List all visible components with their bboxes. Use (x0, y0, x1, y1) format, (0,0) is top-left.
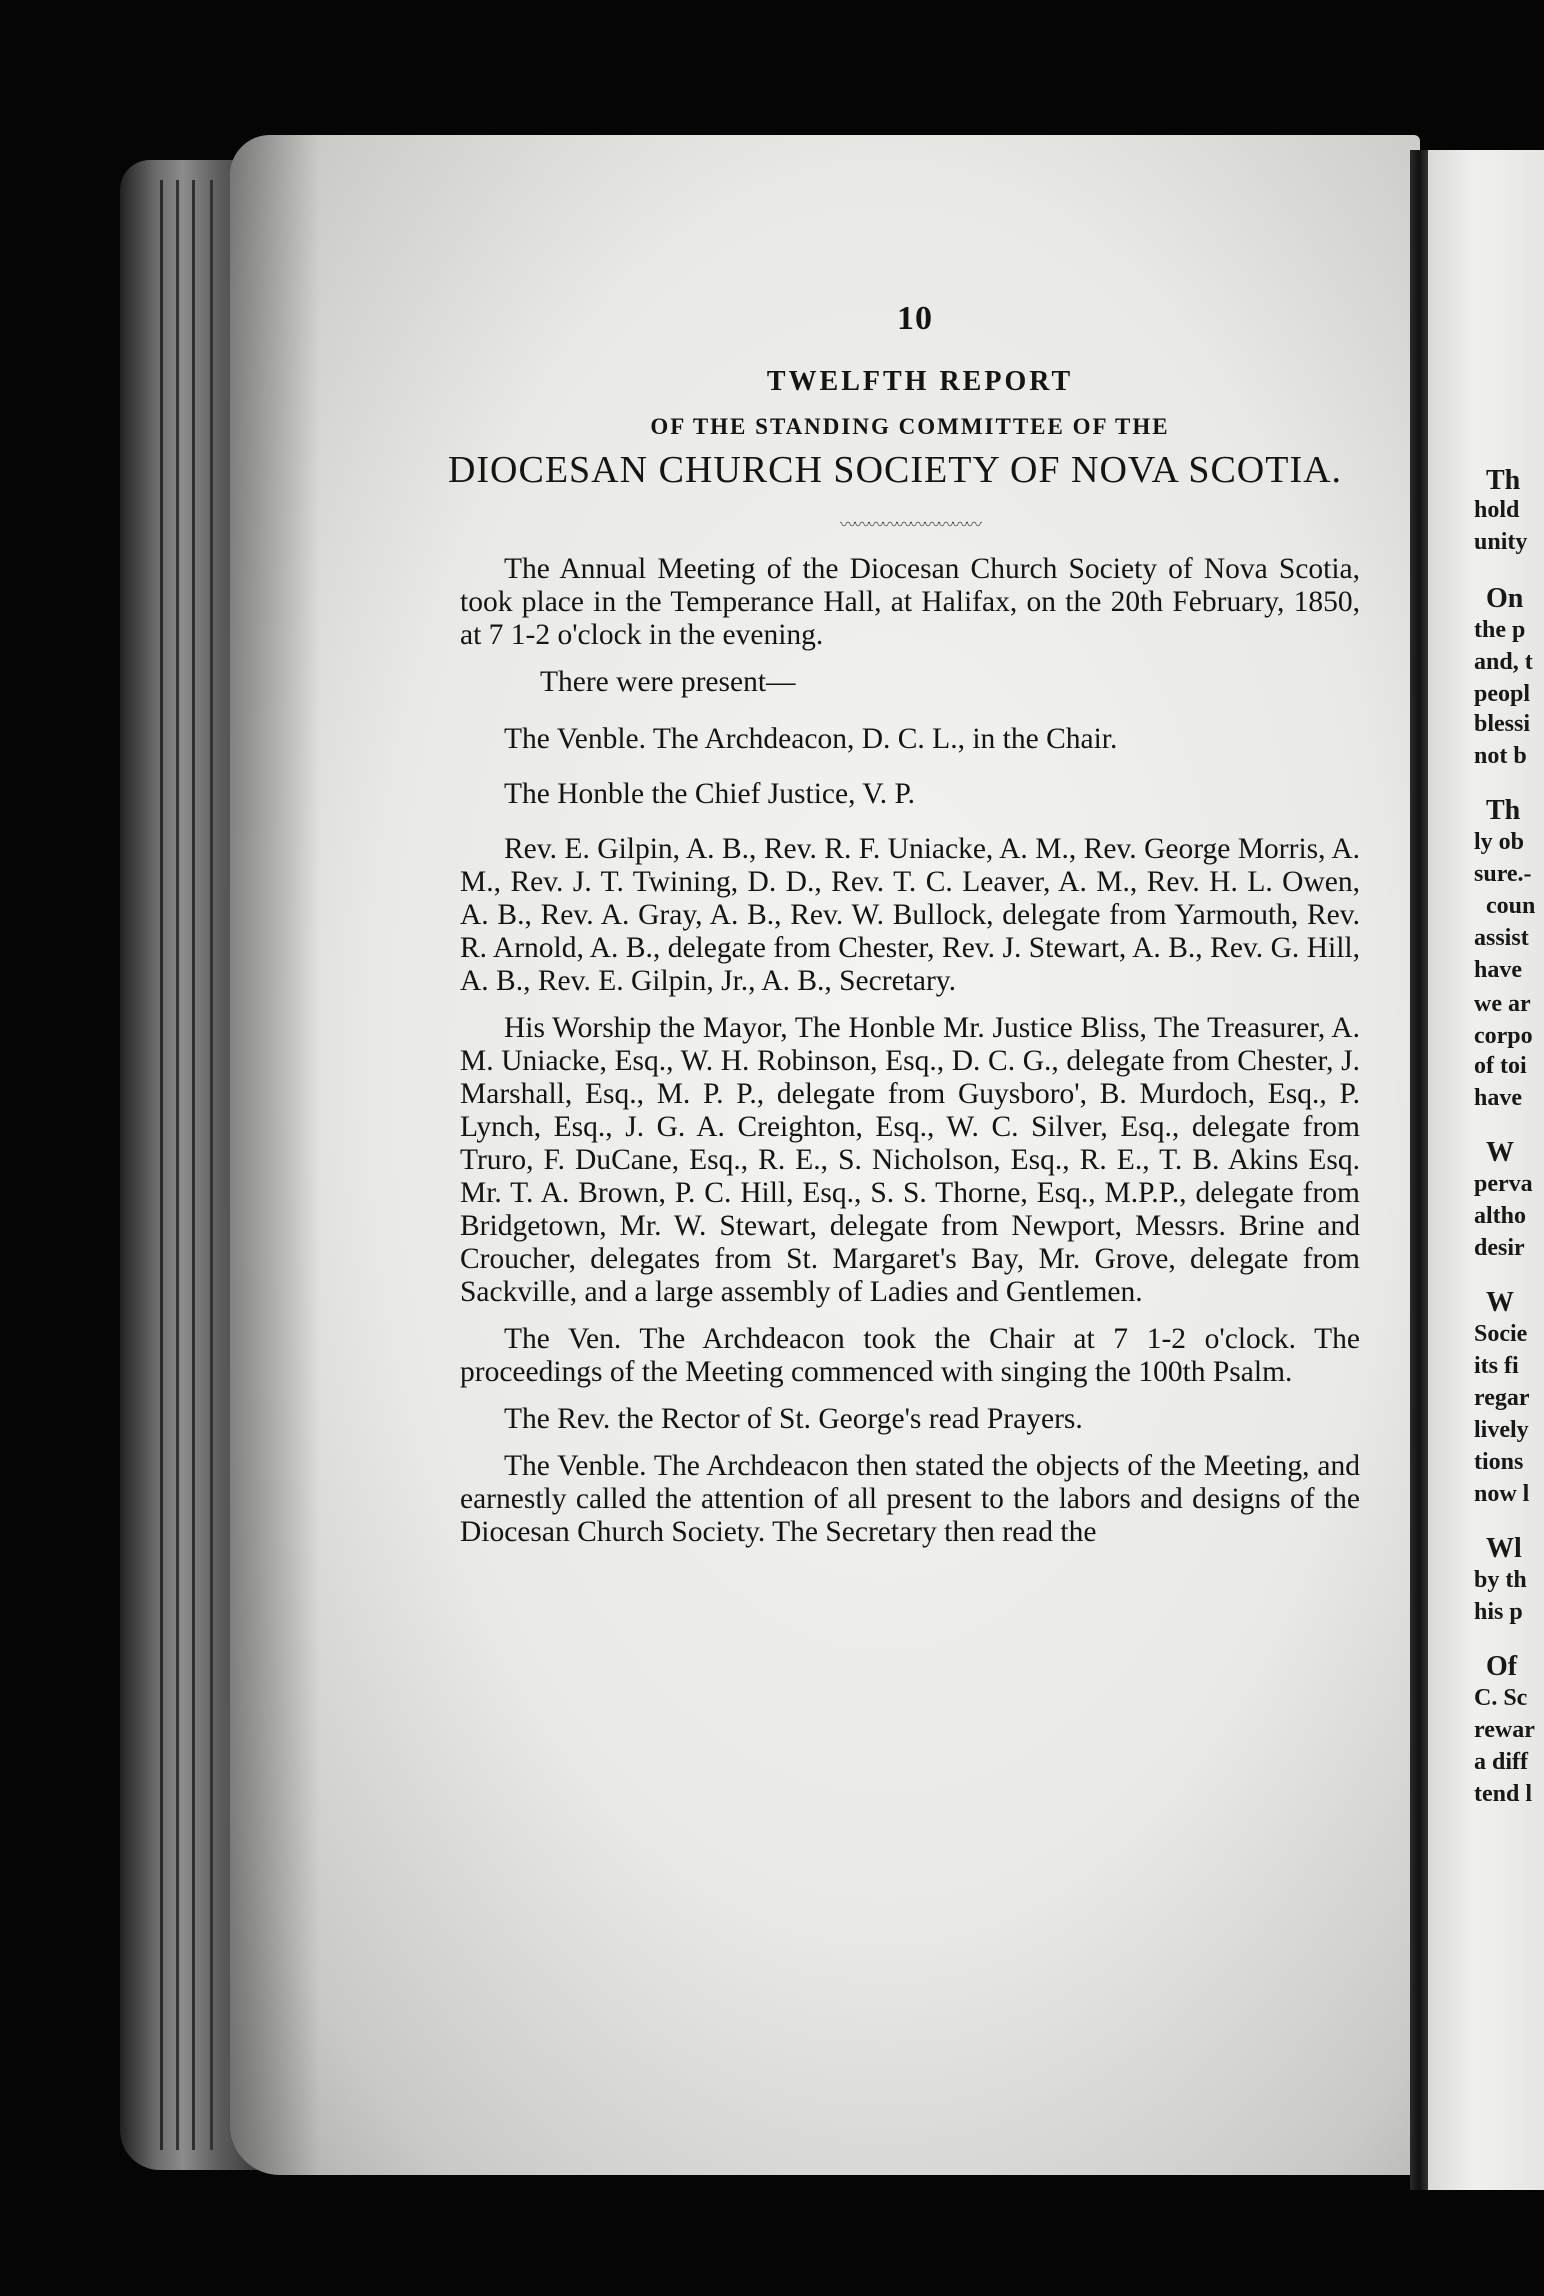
facing-line: coun (1486, 893, 1536, 919)
facing-line: regar (1474, 1385, 1530, 1411)
facing-line: ly ob (1474, 829, 1525, 855)
page-content (447, 300, 1360, 1563)
facing-line: altho (1474, 1203, 1527, 1229)
present-heading: There were present— (540, 666, 796, 698)
report-title: TWELFTH REPORT (766, 366, 1074, 397)
page-number: 10 (897, 300, 933, 337)
vice-president-line: The Honble the Chief Justice, V. P. (504, 778, 916, 810)
facing-line: Wl (1486, 1533, 1522, 1564)
facing-line: we ar (1474, 991, 1531, 1017)
facing-line: peopl (1474, 681, 1531, 707)
facing-line: his p (1474, 1599, 1523, 1625)
facing-line: lively (1474, 1417, 1529, 1443)
facing-line: unity (1474, 529, 1528, 555)
facing-line: tend l (1474, 1781, 1533, 1807)
facing-line: blessi (1474, 711, 1531, 737)
clergy-paragraph: Rev. E. Gilpin, A. B., Rev. R. F. Uniacke, A. M., Rev. George Morris, A. M., Rev. J. T. Twining, D. D., Rev. T. C. Leaver, A. M., Rev. H. L. Owen, A. B., Rev. A. Gray, A. B., Rev. W. Bullock, delegate from Yarmouth, Rev. R. Arnold, A. B., delegate from Chester, Rev. J. Stewart, A. B., Rev. G. Hill, A. B., Rev. E. Gilpin, Jr., A. B., Secretary. (460, 833, 1360, 997)
facing-line: and, t (1474, 649, 1533, 675)
facing-line: its fi (1474, 1353, 1519, 1379)
facing-line: the p (1474, 617, 1526, 643)
facing-line: have (1474, 1085, 1522, 1111)
facing-line: On (1486, 583, 1524, 614)
facing-line: sure.- (1474, 861, 1532, 887)
facing-line: now l (1474, 1481, 1530, 1507)
book-gutter (1410, 150, 1428, 2190)
objects-paragraph: The Venble. The Archdeacon then stated the objects of the Meeting, and earnestly called the attention of all present to the labors and designs of the Diocesan Church Society. The Secretary then read the (460, 1450, 1360, 1548)
facing-line: of toi (1474, 1053, 1527, 1079)
facing-line: W (1486, 1137, 1514, 1168)
right-page (1428, 150, 1544, 2190)
facing-line: rewar (1474, 1717, 1535, 1743)
report-subtitle: OF THE STANDING COMMITTEE OF THE (650, 414, 1170, 439)
facing-line: a diff (1474, 1749, 1528, 1775)
proceedings-paragraph: The Ven. The Archdeacon took the Chair at 7 1-2 o'clock. The proceedings of the Meeting commenced with singing the 100th Psalm. (460, 1323, 1360, 1388)
society-title: DIOCESAN CHURCH SOCIETY OF NOVA SCOTIA. (447, 449, 1343, 491)
facing-line: assist (1474, 925, 1529, 951)
facing-line: C. Sc (1474, 1685, 1528, 1711)
prayers-paragraph: The Rev. the Rector of St. George's read Prayers. (504, 1403, 1083, 1435)
facing-line: Socie (1474, 1321, 1528, 1347)
facing-line: by th (1474, 1567, 1527, 1593)
facing-line: Of (1486, 1651, 1518, 1682)
chair-line: The Venble. The Archdeacon, D. C. L., in the Chair. (504, 723, 1118, 755)
ornament-divider: 〰〰〰〰〰〰〰〰〰〰 (839, 517, 980, 534)
facing-line: perva (1474, 1171, 1533, 1197)
facing-line: have (1474, 957, 1522, 983)
facing-line: tions (1474, 1449, 1524, 1475)
facing-line: Th (1486, 795, 1521, 826)
intro-paragraph: The Annual Meeting of the Diocesan Church Society of Nova Scotia, took place in the Temperance Hall, at Halifax, on the 20th February, 1850, at 7 1-2 o'clock in the evening. (460, 553, 1360, 651)
facing-line: W (1486, 1287, 1514, 1318)
facing-line: desir (1474, 1235, 1525, 1261)
facing-line: not b (1474, 743, 1527, 769)
facing-line: corpo (1474, 1023, 1533, 1049)
facing-line: hold (1474, 497, 1520, 523)
facing-line: Th (1486, 465, 1521, 496)
laity-paragraph: His Worship the Mayor, The Honble Mr. Justice Bliss, The Treasurer, A. M. Uniacke, Esq., W. H. Robinson, Esq., D. C. G., delegate from Chester, J. Marshall, Esq., M. P. P., delegate from Guysboro', B. Murdoch, Esq., P. Lynch, Esq., J. G. A. Creighton, Esq., W. C. Silver, Esq., delegate from Truro, F. DuCane, Esq., R. E., S. Nicholson, Esq., R. E., T. B. Akins Esq. Mr. T. A. Brown, P. C. Hill, Esq., S. S. Thorne, Esq., M.P.P., delegate from Bridgetown, Mr. W. Stewart, delegate from Newport, Messrs. Brine and Croucher, delegates from St. Margaret's Bay, Mr. Grove, delegate from Sackville, and a large assembly of Ladies and Gentlemen. (460, 1012, 1360, 1308)
